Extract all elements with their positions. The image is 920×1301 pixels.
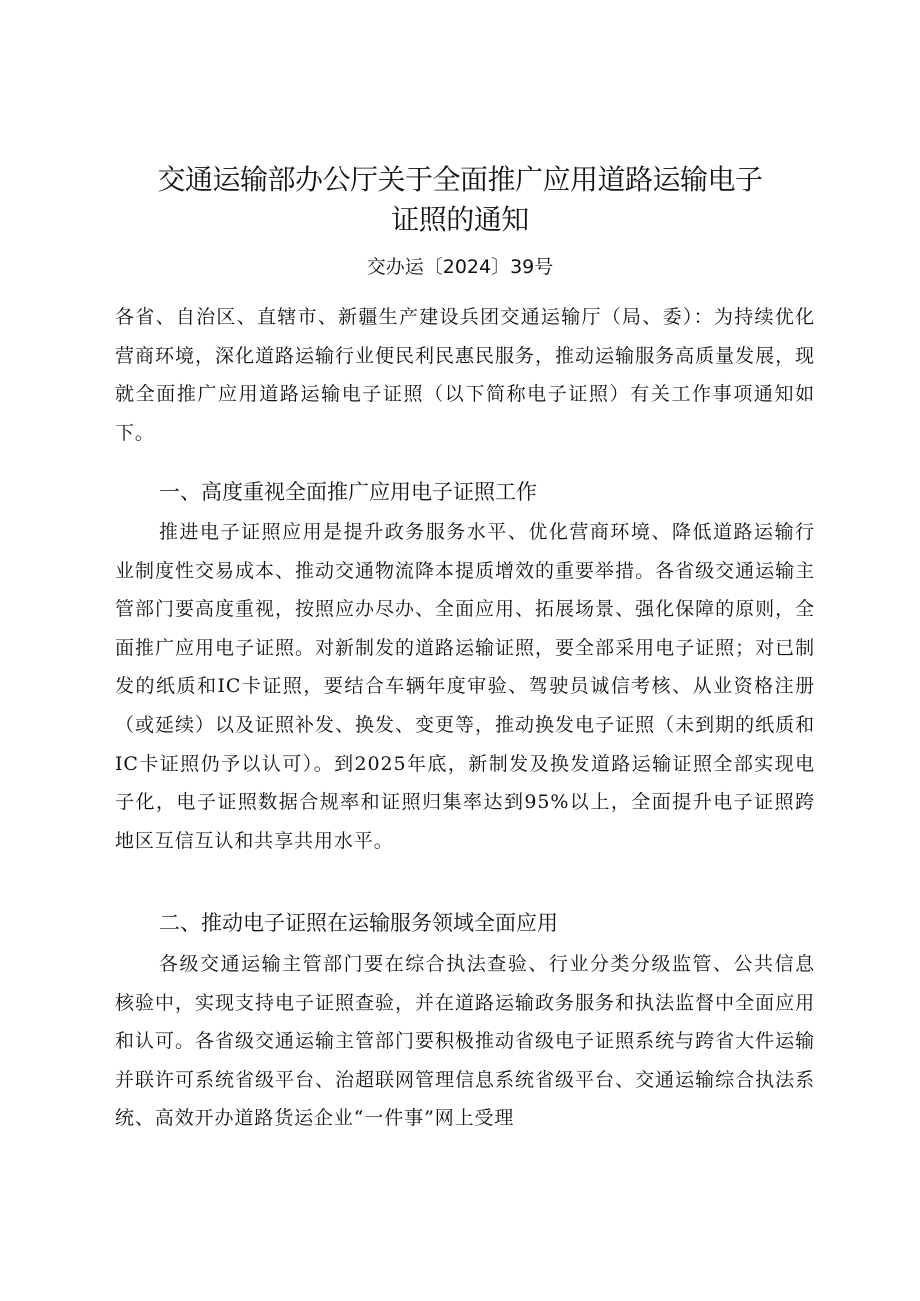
section1-paragraph: 推进电子证照应用是提升政务服务水平、优化营商环境、降低道路运输行业制度性交易成本、推动交通物流降本提质增效的重要举措。各省级交通运输主管部门要高度重视，按照应办尽办、全面应用、拓展场景、强化保障的原则，全面推广应用电子证照。对新制发的道路运输证照，要全部采用电子证照；对已制发的纸质和IC卡证照，要结合车辆年度审验、驾驶员诚信考核、从业资格注册（或延续）以及证照补发、换发、变更等，推动换发电子证照（未到期的纸质和IC卡证照仍予以认可）。到2025年底，新制发及换发道路运输证照全部实现电子化，电子证照数据合规率和证照归集率达到95%以上，全面提升电子证照跨地区互信互认和共享共用水平。: [115, 521, 815, 852]
section2-heading: 二、推动电子证照在运输服务领域全面应用: [159, 911, 558, 935]
document-title-line2: 证照的通知: [391, 203, 529, 236]
section2-paragraph: 各级交通运输主管部门要在综合执法查验、行业分类分级监管、公共信息核验中，实现支持电子证照查验，并在道路运输政务服务和执法监督中全面应用和认可。各省级交通运输主管部门要积极推动省级电子证照系统与跨省大件运输并联许可系统省级平台、治超联网管理信息系统省级平台、交通运输综合执法系统、高效开办道路货运企业“一件事”网上受理: [115, 953, 815, 1130]
document-number: 交办运〔2024〕39号: [366, 256, 554, 278]
salutation-paragraph: 各省、自治区、直辖市、新疆生产建设兵团交通运输厅（局、委）：为持续优化营商环境，深化道路运输行业便民利民惠民服务，推动运输服务高质量发展，现就全面推广应用道路运输电子证照（以下简称电子证照）有关工作事项通知如下。: [115, 306, 815, 444]
section1-heading: 一、高度重视全面推广应用电子证照工作: [159, 480, 537, 504]
document-title-line1: 交通运输部办公厅关于全面推广应用道路运输电子: [157, 163, 763, 196]
